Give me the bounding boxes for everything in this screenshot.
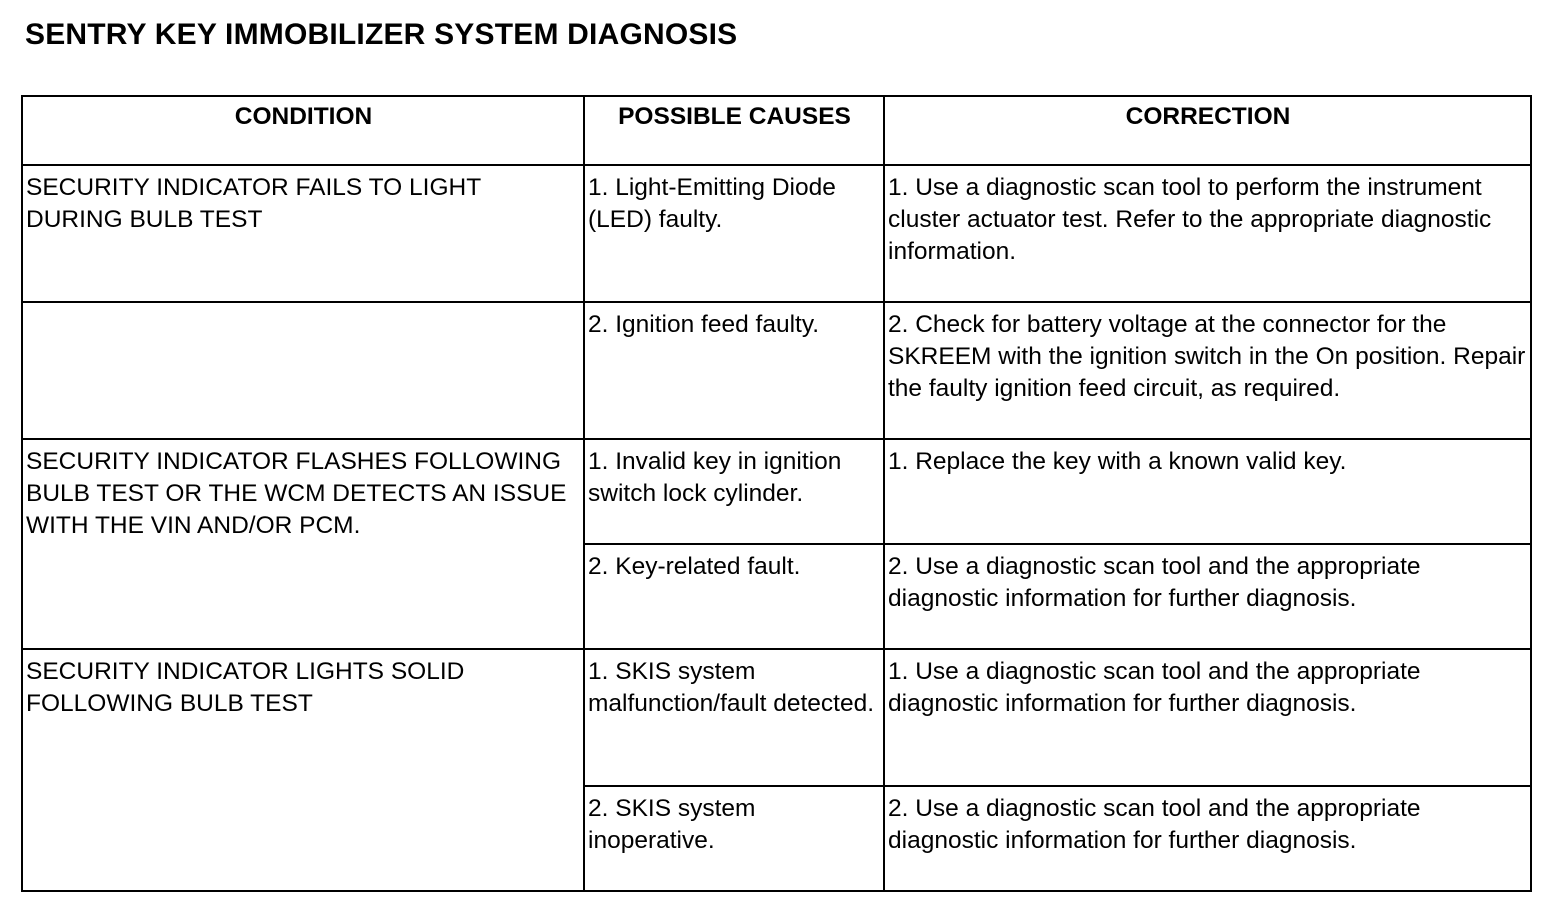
cause-cell: 2. Key-related fault. [584,544,884,649]
table-row [22,649,1531,786]
cause-cell: 2. Ignition feed faulty. [584,302,884,439]
header-possible-causes: POSSIBLE CAUSES [584,96,884,165]
table-row [22,165,1531,302]
condition-cell: SECURITY INDICATOR LIGHTS SOLID FOLLOWING BULB TEST [22,649,584,891]
correction-cell: 2. Use a diagnostic scan tool and the appropriate diagnostic information for further diagnosis. [884,544,1531,649]
condition-cell: SECURITY INDICATOR FLASHES FOLLOWING BULB TEST OR THE WCM DETECTS AN ISSUE WITH THE VIN AND/OR PCM. [22,439,584,649]
correction-cell: 1. Use a diagnostic scan tool to perform the instrument cluster actuator test. Refer to the appropriate diagnostic information. [884,165,1531,302]
cause-cell: 2. SKIS system inoperative. [584,786,884,891]
header-correction: CORRECTION [884,96,1531,165]
condition-cell-empty [22,302,584,439]
table-row [22,302,1531,439]
correction-cell: 1. Replace the key with a known valid key. [884,439,1531,544]
header-condition: CONDITION [22,96,584,165]
table-header-row [22,96,1531,165]
table-row [22,439,1531,544]
correction-cell: 2. Use a diagnostic scan tool and the appropriate diagnostic information for further diagnosis. [884,786,1531,891]
cause-cell: 1. SKIS system malfunction/fault detected. [584,649,884,786]
cause-cell: 1. Invalid key in ignition switch lock cylinder. [584,439,884,544]
condition-cell: SECURITY INDICATOR FAILS TO LIGHT DURING BULB TEST [22,165,584,302]
page-title: SENTRY KEY IMMOBILIZER SYSTEM DIAGNOSIS [25,18,738,51]
correction-cell: 2. Check for battery voltage at the connector for the SKREEM with the ignition switch in the On position. Repair the faulty ignition feed circuit, as required. [884,302,1531,439]
correction-cell: 1. Use a diagnostic scan tool and the appropriate diagnostic information for further diagnosis. [884,649,1531,786]
diagnosis-table [21,95,1532,892]
cause-cell: 1. Light-Emitting Diode (LED) faulty. [584,165,884,302]
